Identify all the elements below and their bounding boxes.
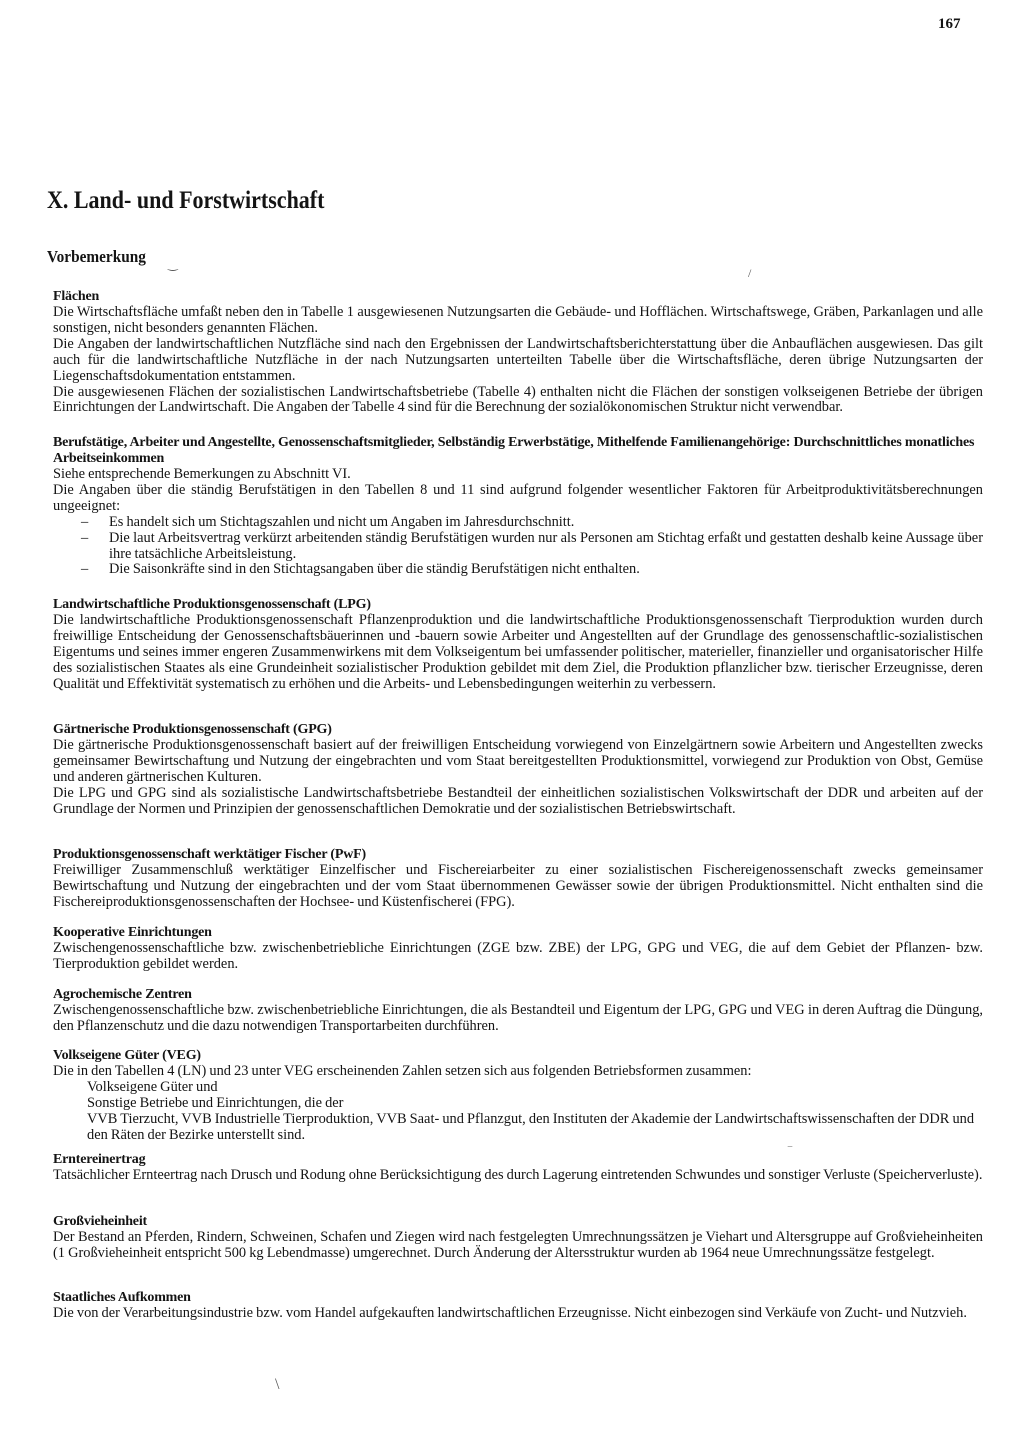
section-heading: Agrochemische Zentren: [53, 987, 192, 1002]
paragraph: Die LPG und GPG sind als sozialistische Landwirtschaftsbetriebe Bestandteil der einheitlichen sozialistischen Volkswirtschaft der DDR und arbeiten auf der Grundlage der Normen und Prinzipien der genossenschaftlichen Demokratie und der sozialistischen Betriebswirtschaft.: [53, 784, 983, 817]
section-flaechen: [53, 289, 983, 416]
paragraph: Die in den Tabellen 4 (LN) und 23 unter VEG erscheinenden Zahlen setzen sich aus folgenden Betriebsformen zusammen:: [53, 1063, 752, 1079]
section-pwf: [53, 847, 983, 911]
section-heading: Kooperative Einrichtungen: [53, 925, 212, 940]
list-item: [81, 531, 983, 563]
scan-mark: \: [275, 1376, 280, 1393]
section-heading: Flächen: [53, 289, 100, 304]
chapter-title: X. Land- und Forstwirtschaft: [47, 187, 325, 214]
section-aufkommen: [53, 1290, 983, 1322]
scan-mark: ‾: [788, 1145, 792, 1159]
section-kooperative: [53, 925, 983, 973]
section-heading: Gärtnerische Produktionsgenossenschaft (GPG): [53, 722, 332, 737]
section-heading: Berufstätige, Arbeiter und Angestellte, Genossenschaftsmitglieder, Selbständig Erwerbstätige, Mithelfende Familienangehörige: Durchschnittliches monatliches Arbeitseinkommen: [53, 435, 975, 466]
paragraph: Die von der Verarbeitungsindustrie bzw. vom Handel aufgekauften landwirtschaftlichen Erzeugnisse. Nicht einbezogen sind Verkäufe von Zucht- und Nutzvieh.: [53, 1305, 967, 1321]
section-heading: Großvieheinheit: [53, 1214, 147, 1229]
page-number: 167: [938, 16, 961, 32]
section-agrochemische: [53, 987, 983, 1035]
section-heading: Produktionsgenossenschaft werktätiger Fischer (PwF): [53, 847, 366, 862]
paragraph: Tatsächlicher Ernteertrag nach Drusch und Rodung ohne Berücksichtigung des durch Lagerung eintretenden Schwundes und sonstiger Verluste (Speicherverluste).: [53, 1167, 983, 1183]
paragraph: Zwischengenossenschaftliche bzw. zwischenbetriebliche Einrichtungen (ZGE bzw. ZBE) der LPG, GPG und VEG, die auf dem Gebiet der Pflanzen- bzw. Tierproduktion gebildet werden.: [53, 940, 983, 972]
section-veg: [53, 1048, 983, 1144]
paragraph: VVB Tierzucht, VVB Industrielle Tierproduktion, VVB Saat- und Pflanzgut, den Instituten der Akademie der Landwirtschaftswissenschaften der DDR und den Räten der Bezirke unterstellt sind.: [87, 1110, 975, 1143]
paragraph: Siehe entsprechende Bemerkungen zu Abschnitt VI.: [53, 466, 351, 482]
section-heading: Erntereinertrag: [53, 1152, 146, 1167]
section-grossvieh: [53, 1214, 983, 1262]
list-item: [81, 515, 983, 531]
dash-bullet: –: [81, 561, 89, 578]
veg-indented-block: [53, 1080, 983, 1144]
scan-mark: /: [748, 266, 752, 280]
paragraph: Freiwilliger Zusammenschluß werktätiger Einzelfischer und Fischereiarbeiter zu einer sozialistischen Fischereigenossenschaft zwecks gemeinsamer Bewirtschaftung und Nutzung der eingebrachten und der vom Staat übernommenen Gewässer sowie der übrigen Produktionsmittel. Nicht enthalten sind die Fischereiproduktionsgenossenschaften der Hochsee- und Küstenfischerei (FPG).: [53, 862, 983, 910]
paragraph: Der Bestand an Pferden, Rindern, Schweinen, Schafen und Ziegen wird nach festgelegten Umrechnungssätzen je Viehart und Altersgruppe auf Großvieheinheiten (1 Großvieheinheit entspricht 500 kg Lebendmasse) umgerechnet. Durch Änderung der Altersstruktur wurden ab 1964 neue Umrechnungssätze festgelegt.: [53, 1229, 983, 1261]
list-item-text: Die laut Arbeitsvertrag verkürzt arbeitenden ständig Berufstätigen wurden nur als Personen am Stichtag erfaßt und gestatten deshalb keine Aussage über ihre tatsächliche Arbeitsleistung.: [109, 529, 983, 562]
section-heading: Landwirtschaftliche Produktionsgenossenschaft (LPG): [53, 597, 371, 612]
section-berufstaetige: [53, 435, 983, 578]
intro-heading: Vorbemerkung: [47, 247, 146, 266]
paragraph: Die ausgewiesenen Flächen der sozialistischen Landwirtschaftsbetriebe (Tabelle 4) enthalten nicht die Flächen der sonstigen volkseigenen Betriebe der übrigen Einrichtungen der Landwirtschaft. Die Angaben der Tabelle 4 sind für die Berechnung der sozialökonomischen Struktur nicht verwendbar.: [53, 383, 983, 416]
paragraph: Sonstige Betriebe und Einrichtungen, die der: [87, 1094, 344, 1111]
paragraph: Die gärtnerische Produktionsgenossenschaft basiert auf der freiwilligen Entscheidung vorwiegend von Einzelgärtnern sowie Arbeitern und Angestellten zwecks gemeinsamer Bewirtschaftung und Nutzung der eingebrachten und vom Staat bereitgestellten Produktionsmittel, vorwiegend zur Produktion von Obst, Gemüse und anderen gärtnerischen Kulturen.: [53, 737, 983, 785]
list-item-text: Die Saisonkräfte sind in den Stichtagsangaben über die ständig Berufstätigen nicht enthalten.: [109, 561, 640, 578]
section-heading: Volkseigene Güter (VEG): [53, 1048, 201, 1063]
dash-bullet: –: [81, 529, 89, 546]
paragraph: Volkseigene Güter und: [87, 1078, 218, 1095]
paragraph: Zwischengenossenschaftliche bzw. zwischenbetriebliche Einrichtungen, die als Bestandteil und Eigentum der LPG, GPG und VEG in deren Auftrag die Düngung, den Pflanzenschutz und die dazu notwendigen Transportarbeiten durchführen.: [53, 1002, 983, 1034]
scan-mark: ‿: [168, 257, 178, 271]
paragraph: Die landwirtschaftliche Produktionsgenossenschaft Pflanzenproduktion und die landwirtschaftliche Produktionsgenossenschaft Tierproduktion wurden durch freiwillige Entscheidung der Genossenschaftsbäuerinnen und -bauern sowie Arbeiter und Angestellten auf der Grundlage des genossenschaftlic-sozialistischen Eigentums und seines immer engeren Zusammenwirkens mit dem Volkseigentum bei umfassender politischer, materieller, finanzieller und organisatorischer Hilfe des sozialistischen Staates als eine Grundeinheit sozialistischer Produktion gebildet mit dem Ziel, die Produktion pflanzlicher bzw. tierischer Erzeugnisse, deren Qualität und Effektivität systematisch zu erhöhen und die Arbeits- und Lebensbedingungen weiterhin zu verbessern.: [53, 612, 983, 692]
list-item: [81, 562, 983, 578]
dash-bullet: –: [81, 513, 89, 530]
paragraph: Die Wirtschaftsfläche umfaßt neben den in Tabelle 1 ausgewiesenen Nutzungsarten die Gebäude- und Hofflächen. Wirtschaftswege, Gräben, Parkanlagen und alle sonstigen, nicht besonders genannten Flächen.: [53, 304, 983, 336]
paragraph: Die Angaben der landwirtschaftlichen Nutzfläche sind nach den Ergebnissen der Landwirtschaftsberichterstattung über die Anbauflächen ausgewiesen. Das gilt auch für die landwirtschaftliche Nutzfläche in der nach Nutzungsarten unterteilten Tabelle über die Wirtschaftsfläche, deren übrige Nutzungsarten der Liegenschaftsdokumentation entstammen.: [53, 335, 983, 384]
paragraph: Die Angaben über die ständig Berufstätigen in den Tabellen 8 und 11 sind aufgrund folgender wesentlicher Faktoren für Arbeitproduktivitätsberechnungen ungeeignet:: [53, 481, 983, 514]
section-heading: Staatliches Aufkommen: [53, 1290, 191, 1305]
dash-list: [53, 515, 983, 579]
section-lpg: [53, 597, 983, 693]
list-item-text: Es handelt sich um Stichtagszahlen und nicht um Angaben im Jahresdurchschnitt.: [109, 513, 575, 530]
section-gpg: [53, 722, 983, 818]
section-ernteertrag: [53, 1152, 983, 1184]
